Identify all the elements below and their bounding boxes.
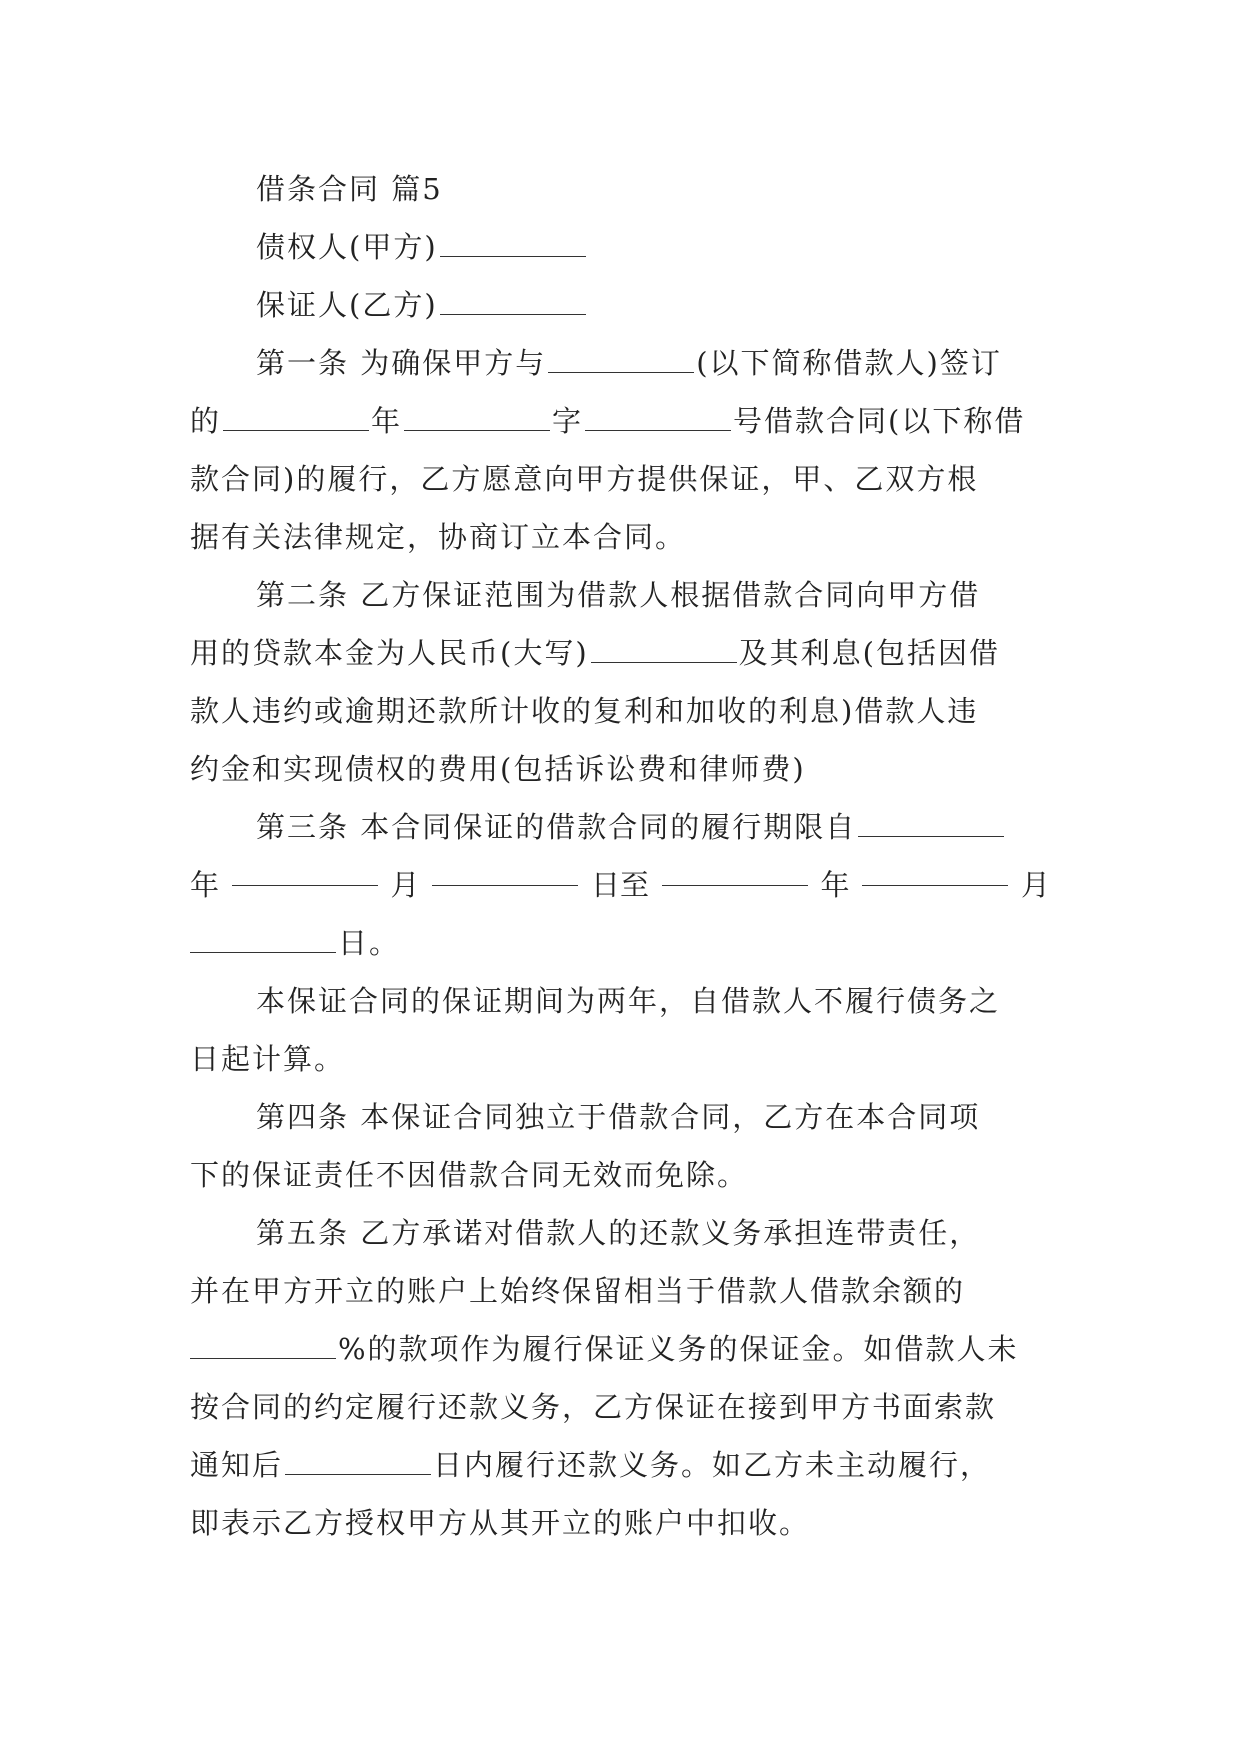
article-1-line-1	[190, 334, 1050, 392]
days-blank	[285, 1445, 431, 1475]
article-1-line-3	[190, 450, 1050, 508]
text-span: 月	[390, 868, 420, 902]
article-2-line-1	[190, 566, 1050, 624]
text-span: 第四条 本保证合同独立于借款合同，乙方在本合同项	[256, 1100, 981, 1134]
contract-document	[190, 160, 1050, 1552]
text-span: 字	[552, 404, 584, 438]
article-5-line-5	[190, 1436, 1050, 1494]
period-line-2	[190, 1030, 1050, 1088]
text-span: 本保证合同的保证期间为两年，自借款人不履行债务之	[256, 984, 1001, 1018]
document-title	[190, 160, 1050, 218]
article-5-line-4	[190, 1378, 1050, 1436]
percent-blank	[190, 1329, 336, 1359]
text-span: 年	[820, 868, 850, 902]
article-2-line-3	[190, 682, 1050, 740]
text-span: 约金和实现债权的费用(包括诉讼费和律师费)	[190, 752, 806, 786]
text-span: 下的保证责任不因借款合同无效而免除。	[190, 1158, 749, 1192]
principal-blank	[591, 633, 737, 663]
text-span: 第五条 乙方承诺对借款人的还款义务承担连带责任，	[256, 1216, 981, 1250]
end-month-blank	[862, 856, 1008, 886]
end-year-blank	[662, 856, 808, 886]
article-4-line-2	[190, 1146, 1050, 1204]
article-3-line-1	[190, 798, 1050, 856]
article-2-line-4	[190, 740, 1050, 798]
number-blank	[585, 401, 731, 431]
text-span: 及其利息(包括因借	[738, 636, 1000, 670]
year-blank	[223, 401, 369, 431]
text-span: 日起计算。	[190, 1042, 346, 1076]
article-1-line-4	[190, 508, 1050, 566]
text-span: 年	[190, 868, 220, 902]
period-line-1	[190, 972, 1050, 1030]
text-span: (以下简称借款人)签订	[696, 346, 1002, 380]
letter-blank	[404, 401, 550, 431]
text-span: 号借款合同(以下称借	[733, 404, 1026, 438]
text-span: 月	[1020, 868, 1050, 902]
text-span: 日至	[590, 868, 649, 902]
article-5-line-6	[190, 1494, 1050, 1552]
text-span: 日。	[338, 926, 401, 960]
text-span: 年	[371, 404, 403, 438]
text-span: 第二条 乙方保证范围为借款人根据借款合同向甲方借	[256, 578, 981, 612]
text-span: 日内履行还款义务。如乙方未主动履行，	[433, 1448, 992, 1482]
text-span: 的	[190, 404, 222, 438]
text-span: 款合同)的履行，乙方愿意向甲方提供保证，甲、乙双方根	[190, 462, 979, 496]
borrower-blank	[548, 343, 694, 373]
creditor-line	[190, 218, 1050, 276]
text-span: %的款项作为履行保证义务的保证金。如借款人未	[338, 1332, 1019, 1366]
text-span: 通知后	[190, 1448, 284, 1482]
start-day-blank	[432, 856, 578, 886]
guarantor-label: 保证人(乙方)	[256, 288, 438, 322]
start-month-blank	[232, 856, 378, 886]
end-day-blank	[190, 923, 336, 953]
article-5-line-1	[190, 1204, 1050, 1262]
article-2-line-2	[190, 624, 1050, 682]
text-span: 按合同的约定履行还款义务，乙方保证在接到甲方书面索款	[190, 1390, 997, 1424]
article-3-line-3	[190, 914, 1050, 972]
text-span: 用的贷款本金为人民币(大写)	[190, 636, 589, 670]
creditor-blank	[440, 227, 586, 257]
text-span: 款人违约或逾期还款所计收的复利和加收的利息)借款人违	[190, 694, 979, 728]
text-span: 第三条 本合同保证的借款合同的履行期限自	[256, 810, 857, 844]
start-year-blank	[858, 807, 1004, 837]
text-span: 并在甲方开立的账户上始终保留相当于借款人借款余额的	[190, 1274, 966, 1308]
article-5-line-2	[190, 1262, 1050, 1320]
guarantor-line	[190, 276, 1050, 334]
text-span: 据有关法律规定，协商订立本合同。	[190, 520, 687, 554]
title-text: 借条合同 篇5	[256, 172, 443, 206]
article-3-line-2	[190, 856, 1050, 914]
article-1-line-2	[190, 392, 1050, 450]
text-span: 第一条 为确保甲方与	[256, 346, 547, 380]
article-4-line-1	[190, 1088, 1050, 1146]
text-span: 即表示乙方授权甲方从其开立的账户中扣收。	[190, 1506, 811, 1540]
creditor-label: 债权人(甲方)	[256, 230, 438, 264]
guarantor-blank	[440, 285, 586, 315]
article-5-line-3	[190, 1320, 1050, 1378]
